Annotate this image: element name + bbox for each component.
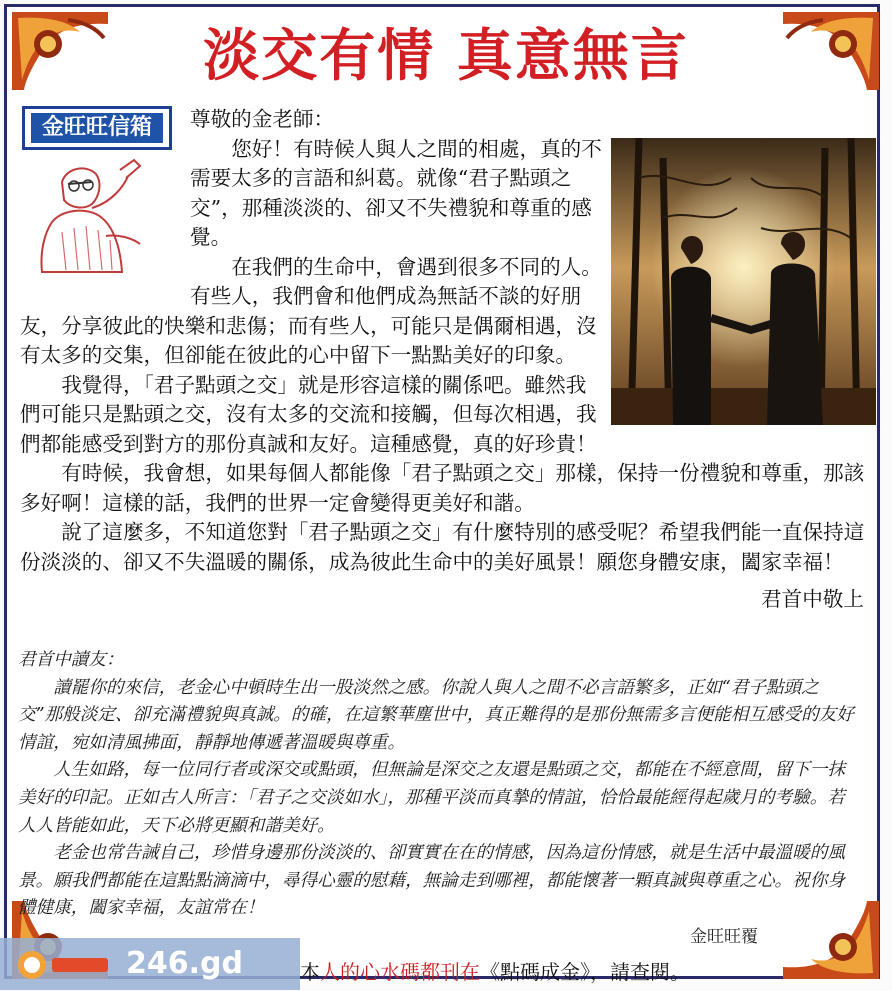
columnist-reply	[18, 647, 860, 923]
watermark-logo-icon	[14, 946, 114, 984]
letter-salutation: 尊敬的金老師：	[190, 107, 335, 131]
footer-note-suffix: 《點碼成金》，請查閱。	[480, 960, 690, 984]
column-tag-label: 金旺旺信箱	[31, 113, 163, 143]
page-title: 淡交有情 真意無言	[203, 23, 689, 89]
letter-paragraph: 有時候，我會想，如果每個人都能像「君子點頭之交」那樣，保持一份禮貌和尊重，那該多好啊！這樣的話，我們的世界一定會變得更美好和諧。	[20, 461, 865, 515]
reply-signature: 金旺旺覆	[690, 927, 758, 947]
reader-letter	[20, 105, 878, 615]
reply-paragraph: 讀罷你的來信，老金心中頓時生出一股淡然之感。你說人與人之間不必言語繁多，正如“君子點頭之交”那般淡定、卻充滿禮貌與真誠。的確，在這繁華塵世中，真正難得的是那份無需多言便能相互感受的友好情誼，宛如清風拂面，靜靜地傳遞著溫暖與尊重。	[18, 677, 854, 753]
reply-salutation: 君首中讀友：	[18, 650, 124, 670]
letter-paragraph: 您好！有時候人與人之間的相處，真的不需要太多的言語和糾葛。就像“君子點頭之交”，那種淡淡的、卻又不失禮貌和尊重的感覺。	[190, 136, 602, 249]
reply-paragraph: 人生如路，每一位同行者或深交或點頭，但無論是深交之友還是點頭之交，都能在不經意間，留下一抹美好的印記。正如古人所言：「君子之交淡如水」，那種平淡而真摯的情誼，恰恰最能經得起歲月的考驗。若人人皆能如此，天下必將更顯和諧美好。	[18, 760, 845, 836]
footer-note-prefix: 本	[300, 960, 320, 984]
footer-note	[300, 956, 690, 985]
letter-paragraph: 我覺得，「君子點頭之交」就是形容這樣的關係吧。雖然我們可能只是點頭之交，沒有太多的交流和接觸，但每次相遇，我們都能感受到對方的那份真誠和友好。這種感覺，真的好珍貴！	[20, 372, 597, 456]
letter-paragraph: 在我們的生命中，會遇到很多不同的人。有些人，我們會和他們成為無話不談的好朋友，分享彼此的快樂和悲傷；而有些人，可能只是偶爾相遇，沒有太多的交集，但卻能在彼此的心中留下一點點美好的印象。	[20, 254, 602, 367]
letter-paragraph: 說了這麼多，不知道您對「君子點頭之交」有什麼特別的感受呢？希望我們能一直保持這份淡淡的、卻又不失溫暖的關係，成為彼此生命中的美好風景！願您身體安康，闔家幸福！	[20, 520, 865, 574]
footer-note-highlight: 人的心水碼都刊在	[320, 960, 480, 984]
sketch-spacer	[20, 105, 190, 295]
photo-spacer	[612, 133, 878, 419]
watermark-text: 246.gd	[126, 946, 243, 981]
letter-signature: 君首中敬上	[761, 587, 864, 611]
reply-paragraph: 老金也常告誡自己，珍惜身邊那份淡淡的、卻實實在在的情感，因為這份情感，就是生活中最溫暖的風景。願我們都能在這點點滴滴中，尋得心靈的慰藉，無論走到哪裡，都能懷著一顆真誠與尊重之心。祝你身體健康，闔家幸福，友誼常在！	[18, 843, 845, 919]
